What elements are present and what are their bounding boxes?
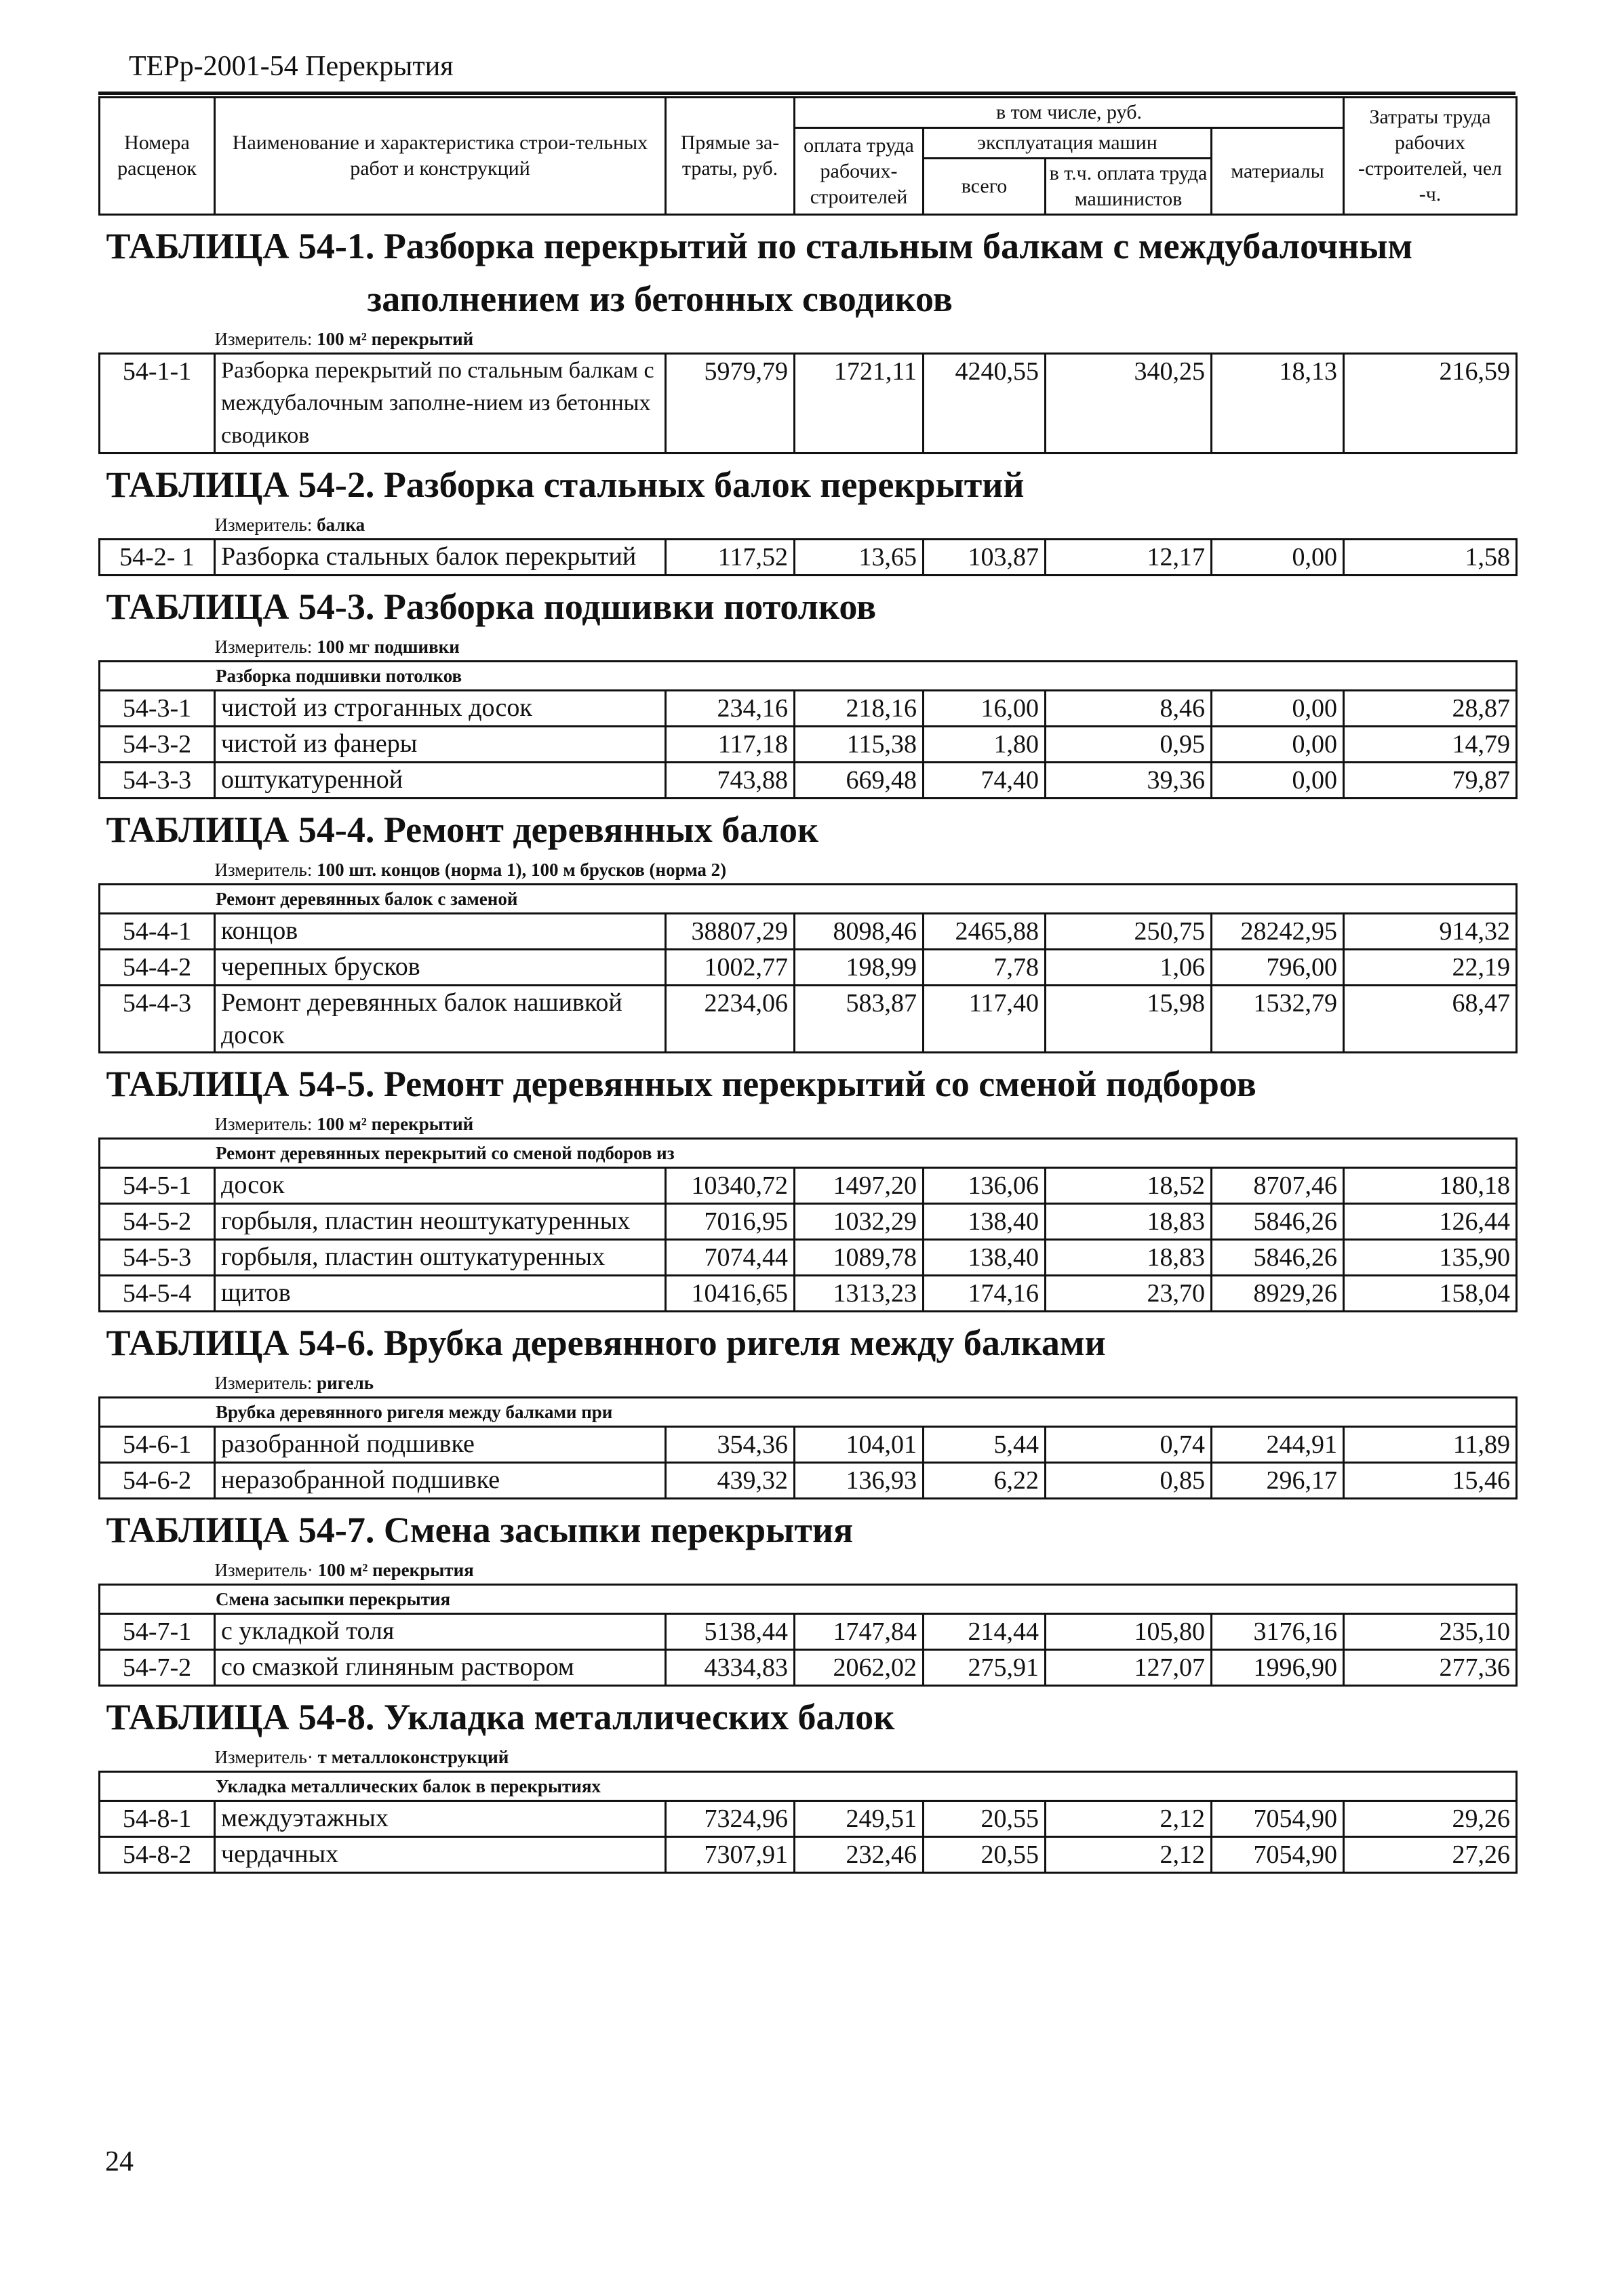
direct-cost: 7016,95 bbox=[666, 1204, 795, 1240]
measure-line bbox=[100, 325, 1517, 353]
rate-code: 54-3-2 bbox=[100, 727, 215, 763]
direct-cost: 10416,65 bbox=[666, 1276, 795, 1312]
labor-hours: 15,46 bbox=[1344, 1463, 1517, 1499]
work-name: Разборка стальных балок перекрытий bbox=[215, 540, 666, 576]
subheader-row bbox=[100, 1772, 1517, 1801]
machine-cost: 138,40 bbox=[924, 1240, 1046, 1276]
col-including: в том числе, руб. bbox=[795, 98, 1344, 128]
rate-code: 54-8-1 bbox=[100, 1801, 215, 1837]
labor-hours: 28,87 bbox=[1344, 691, 1517, 727]
rate-code: 54-3-3 bbox=[100, 763, 215, 799]
col-machines-labor: в т.ч. оплата труда машинистов bbox=[1046, 159, 1212, 215]
machine-cost: 1,80 bbox=[924, 727, 1046, 763]
measure-line bbox=[100, 1556, 1517, 1584]
measure-unit: 100 м² перекрытий bbox=[317, 1114, 474, 1134]
table-caption bbox=[100, 215, 1517, 354]
machine-cost: 6,22 bbox=[924, 1463, 1046, 1499]
table-title: ТАБЛИЦА 54-7. Смена засыпки перекрытия bbox=[106, 1510, 854, 1550]
col-materials: материалы bbox=[1212, 128, 1344, 215]
materials-cost: 796,00 bbox=[1212, 950, 1344, 986]
measure-line bbox=[100, 1110, 1517, 1137]
col-machines-total: всего bbox=[924, 159, 1046, 215]
table-row bbox=[100, 1168, 1517, 1204]
measure-unit: 100 м² перекрытий bbox=[317, 329, 474, 349]
column-header-row bbox=[100, 98, 1517, 128]
measure-line bbox=[100, 856, 1517, 883]
measure-label: Измеритель: bbox=[214, 515, 313, 535]
table-title-continued: заполнением из бетонных сводиков bbox=[367, 279, 953, 319]
direct-cost: 743,88 bbox=[666, 763, 795, 799]
machine-cost: 275,91 bbox=[924, 1650, 1046, 1686]
labor-cost: 1313,23 bbox=[795, 1276, 924, 1312]
machine-cost: 214,44 bbox=[924, 1614, 1046, 1650]
labor-cost: 1721,11 bbox=[795, 354, 924, 454]
materials-cost: 5846,26 bbox=[1212, 1204, 1344, 1240]
materials-cost: 0,00 bbox=[1212, 540, 1344, 576]
work-name: досок bbox=[215, 1168, 666, 1204]
work-name: оштукатуренной bbox=[215, 763, 666, 799]
subheader: Разборка подшивки потолков bbox=[100, 662, 1517, 691]
materials-cost: 244,91 bbox=[1212, 1427, 1344, 1463]
direct-cost: 5979,79 bbox=[666, 354, 795, 454]
work-name: концов bbox=[215, 914, 666, 950]
labor-cost: 115,38 bbox=[795, 727, 924, 763]
header-rule bbox=[98, 92, 1515, 95]
labor-hours: 14,79 bbox=[1344, 727, 1517, 763]
direct-cost: 439,32 bbox=[666, 1463, 795, 1499]
measure-label: Измеритель· bbox=[214, 1560, 313, 1580]
work-name: черепных брусков bbox=[215, 950, 666, 986]
machine-cost: 4240,55 bbox=[924, 354, 1046, 454]
col-labor: оплата труда рабочих-строителей bbox=[795, 128, 924, 215]
work-name: Ремонт деревянных балок нашивкой досок bbox=[215, 986, 666, 1053]
labor-hours: 235,10 bbox=[1344, 1614, 1517, 1650]
labor-hours: 135,90 bbox=[1344, 1240, 1517, 1276]
rate-code: 54-4-2 bbox=[100, 950, 215, 986]
direct-cost: 7307,91 bbox=[666, 1837, 795, 1873]
table-row bbox=[100, 540, 1517, 576]
col-direct: Прямые за-траты, руб. bbox=[666, 98, 795, 215]
labor-cost: 232,46 bbox=[795, 1837, 924, 1873]
labor-hours: 79,87 bbox=[1344, 763, 1517, 799]
direct-cost: 234,16 bbox=[666, 691, 795, 727]
table-row bbox=[100, 1650, 1517, 1686]
direct-cost: 7074,44 bbox=[666, 1240, 795, 1276]
subheader: Укладка металлических балок в перекрытиях bbox=[100, 1772, 1517, 1801]
col-code: Номера расценок bbox=[100, 98, 215, 215]
work-name: чистой из строганных досок bbox=[215, 691, 666, 727]
table-title: ТАБЛИЦА 54-8. Укладка металлических балок bbox=[106, 1697, 895, 1737]
machinist-labor-cost: 12,17 bbox=[1046, 540, 1212, 576]
work-name: неразобранной подшивке bbox=[215, 1463, 666, 1499]
measure-unit: 100 мг подшивки bbox=[317, 637, 460, 657]
machinist-labor-cost: 340,25 bbox=[1046, 354, 1212, 454]
rates-table bbox=[98, 96, 1518, 1874]
labor-cost: 8098,46 bbox=[795, 914, 924, 950]
direct-cost: 354,36 bbox=[666, 1427, 795, 1463]
subheader-row bbox=[100, 1585, 1517, 1614]
measure-line bbox=[100, 1369, 1517, 1396]
measure-label: Измеритель· bbox=[214, 1747, 313, 1767]
measure-unit: т металлоконструкций bbox=[317, 1747, 509, 1767]
table-caption bbox=[100, 454, 1517, 540]
machine-cost: 103,87 bbox=[924, 540, 1046, 576]
labor-hours: 158,04 bbox=[1344, 1276, 1517, 1312]
col-machines: эксплуатация машин bbox=[924, 128, 1212, 159]
labor-hours: 180,18 bbox=[1344, 1168, 1517, 1204]
rate-code: 54-4-1 bbox=[100, 914, 215, 950]
labor-cost: 198,99 bbox=[795, 950, 924, 986]
table-title: ТАБЛИЦА 54-5. Ремонт деревянных перекрытий со сменой подборов bbox=[106, 1064, 1256, 1104]
machinist-labor-cost: 0,95 bbox=[1046, 727, 1212, 763]
table-row bbox=[100, 691, 1517, 727]
materials-cost: 1532,79 bbox=[1212, 986, 1344, 1053]
materials-cost: 1996,90 bbox=[1212, 1650, 1344, 1686]
rate-code: 54-6-2 bbox=[100, 1463, 215, 1499]
machine-cost: 2465,88 bbox=[924, 914, 1046, 950]
materials-cost: 8929,26 bbox=[1212, 1276, 1344, 1312]
machinist-labor-cost: 0,85 bbox=[1046, 1463, 1212, 1499]
table-caption bbox=[100, 1053, 1517, 1139]
table-caption bbox=[100, 1686, 1517, 1772]
labor-hours: 126,44 bbox=[1344, 1204, 1517, 1240]
rate-code: 54-8-2 bbox=[100, 1837, 215, 1873]
rate-code: 54-5-4 bbox=[100, 1276, 215, 1312]
labor-hours: 914,32 bbox=[1344, 914, 1517, 950]
machinist-labor-cost: 8,46 bbox=[1046, 691, 1212, 727]
machine-cost: 20,55 bbox=[924, 1801, 1046, 1837]
table-row bbox=[100, 354, 1517, 454]
labor-cost: 583,87 bbox=[795, 986, 924, 1053]
table-row bbox=[100, 1204, 1517, 1240]
table-caption bbox=[100, 576, 1517, 662]
labor-cost: 1497,20 bbox=[795, 1168, 924, 1204]
direct-cost: 2234,06 bbox=[666, 986, 795, 1053]
rate-code: 54-7-2 bbox=[100, 1650, 215, 1686]
materials-cost: 7054,90 bbox=[1212, 1837, 1344, 1873]
direct-cost: 4334,83 bbox=[666, 1650, 795, 1686]
measure-unit: балка bbox=[317, 515, 365, 535]
work-name: чистой из фанеры bbox=[215, 727, 666, 763]
labor-cost: 218,16 bbox=[795, 691, 924, 727]
work-name: с укладкой толя bbox=[215, 1614, 666, 1650]
measure-label: Измеритель: bbox=[214, 1114, 313, 1134]
rate-code: 54-6-1 bbox=[100, 1427, 215, 1463]
subheader-row bbox=[100, 885, 1517, 914]
machinist-labor-cost: 39,36 bbox=[1046, 763, 1212, 799]
subheader-row bbox=[100, 1139, 1517, 1168]
materials-cost: 28242,95 bbox=[1212, 914, 1344, 950]
measure-line bbox=[100, 511, 1517, 538]
rate-code: 54-1-1 bbox=[100, 354, 215, 454]
direct-cost: 1002,77 bbox=[666, 950, 795, 986]
machinist-labor-cost: 127,07 bbox=[1046, 1650, 1212, 1686]
machine-cost: 74,40 bbox=[924, 763, 1046, 799]
measure-unit: ригель bbox=[317, 1373, 374, 1393]
labor-cost: 1747,84 bbox=[795, 1614, 924, 1650]
table-caption bbox=[100, 1499, 1517, 1585]
machinist-labor-cost: 250,75 bbox=[1046, 914, 1212, 950]
labor-cost: 669,48 bbox=[795, 763, 924, 799]
table-title: ТАБЛИЦА 54-6. Врубка деревянного ригеля между балками bbox=[106, 1323, 1106, 1363]
machinist-labor-cost: 105,80 bbox=[1046, 1614, 1212, 1650]
work-name: горбыля, пластин неоштукатуренных bbox=[215, 1204, 666, 1240]
measure-label: Измеритель: bbox=[214, 1373, 313, 1393]
labor-hours: 216,59 bbox=[1344, 354, 1517, 454]
table-title: ТАБЛИЦА 54-2. Разборка стальных балок перекрытий bbox=[106, 464, 1025, 505]
table-title: ТАБЛИЦА 54-1. Разборка перекрытий по стальным балкам с междубалочным bbox=[106, 226, 1413, 266]
table-title: ТАБЛИЦА 54-4. Ремонт деревянных балок bbox=[106, 809, 819, 850]
table-row bbox=[100, 914, 1517, 950]
labor-hours: 22,19 bbox=[1344, 950, 1517, 986]
document-title: ТЕРр-2001-54 Перекрытия bbox=[129, 51, 454, 82]
materials-cost: 0,00 bbox=[1212, 727, 1344, 763]
machinist-labor-cost: 2,12 bbox=[1046, 1837, 1212, 1873]
table-caption bbox=[100, 1312, 1517, 1398]
rate-code: 54-5-3 bbox=[100, 1240, 215, 1276]
table-caption-row bbox=[100, 215, 1517, 354]
table-title: ТАБЛИЦА 54-3. Разборка подшивки потолков bbox=[106, 586, 877, 627]
table-row bbox=[100, 950, 1517, 986]
table-row bbox=[100, 986, 1517, 1053]
machinist-labor-cost: 18,83 bbox=[1046, 1204, 1212, 1240]
direct-cost: 38807,29 bbox=[666, 914, 795, 950]
measure-unit: 100 шт. концов (норма 1), 100 м брусков (норма 2) bbox=[317, 860, 727, 880]
table-row bbox=[100, 1463, 1517, 1499]
col-name: Наименование и характеристика строи-тельных работ и конструкций bbox=[215, 98, 666, 215]
rate-code: 54-5-1 bbox=[100, 1168, 215, 1204]
materials-cost: 18,13 bbox=[1212, 354, 1344, 454]
labor-cost: 104,01 bbox=[795, 1427, 924, 1463]
labor-hours: 11,89 bbox=[1344, 1427, 1517, 1463]
machine-cost: 7,78 bbox=[924, 950, 1046, 986]
table-caption-row bbox=[100, 576, 1517, 662]
table-caption-row bbox=[100, 1499, 1517, 1585]
machinist-labor-cost: 18,83 bbox=[1046, 1240, 1212, 1276]
direct-cost: 10340,72 bbox=[666, 1168, 795, 1204]
machine-cost: 138,40 bbox=[924, 1204, 1046, 1240]
rate-code: 54-4-3 bbox=[100, 986, 215, 1053]
machinist-labor-cost: 23,70 bbox=[1046, 1276, 1212, 1312]
measure-label: Измеритель: bbox=[214, 637, 313, 657]
rate-code: 54-5-2 bbox=[100, 1204, 215, 1240]
work-name: чердачных bbox=[215, 1837, 666, 1873]
machine-cost: 136,06 bbox=[924, 1168, 1046, 1204]
table-row bbox=[100, 1614, 1517, 1650]
page-number: 24 bbox=[105, 2146, 134, 2177]
work-name: щитов bbox=[215, 1276, 666, 1312]
materials-cost: 7054,90 bbox=[1212, 1801, 1344, 1837]
table-caption-row bbox=[100, 799, 1517, 885]
measure-label: Измеритель: bbox=[214, 329, 313, 349]
materials-cost: 0,00 bbox=[1212, 763, 1344, 799]
measure-line bbox=[100, 1744, 1517, 1771]
labor-hours: 29,26 bbox=[1344, 1801, 1517, 1837]
table-caption-row bbox=[100, 454, 1517, 540]
table-caption-row bbox=[100, 1312, 1517, 1398]
labor-hours: 277,36 bbox=[1344, 1650, 1517, 1686]
table-caption-row bbox=[100, 1686, 1517, 1772]
machine-cost: 174,16 bbox=[924, 1276, 1046, 1312]
work-name: горбыля, пластин оштукатуренных bbox=[215, 1240, 666, 1276]
table-row bbox=[100, 1427, 1517, 1463]
direct-cost: 117,18 bbox=[666, 727, 795, 763]
machine-cost: 5,44 bbox=[924, 1427, 1046, 1463]
materials-cost: 0,00 bbox=[1212, 691, 1344, 727]
materials-cost: 296,17 bbox=[1212, 1463, 1344, 1499]
direct-cost: 117,52 bbox=[666, 540, 795, 576]
labor-hours: 27,26 bbox=[1344, 1837, 1517, 1873]
subheader: Смена засыпки перекрытия bbox=[100, 1585, 1517, 1614]
subheader-row bbox=[100, 662, 1517, 691]
subheader: Ремонт деревянных перекрытий со сменой подборов из bbox=[100, 1139, 1517, 1168]
labor-cost: 1089,78 bbox=[795, 1240, 924, 1276]
labor-cost: 13,65 bbox=[795, 540, 924, 576]
measure-unit: 100 м² перекрытия bbox=[317, 1560, 474, 1580]
machinist-labor-cost: 1,06 bbox=[1046, 950, 1212, 986]
table-row bbox=[100, 727, 1517, 763]
labor-hours: 68,47 bbox=[1344, 986, 1517, 1053]
machinist-labor-cost: 2,12 bbox=[1046, 1801, 1212, 1837]
materials-cost: 8707,46 bbox=[1212, 1168, 1344, 1204]
table-row bbox=[100, 1837, 1517, 1873]
work-name: со смазкой глиняным раствором bbox=[215, 1650, 666, 1686]
labor-cost: 2062,02 bbox=[795, 1650, 924, 1686]
subheader: Врубка деревянного ригеля между балками при bbox=[100, 1398, 1517, 1427]
rate-code: 54-2- 1 bbox=[100, 540, 215, 576]
measure-label: Измеритель: bbox=[214, 860, 313, 880]
subheader: Ремонт деревянных балок с заменой bbox=[100, 885, 1517, 914]
table-row bbox=[100, 1240, 1517, 1276]
table-row bbox=[100, 1801, 1517, 1837]
machine-cost: 20,55 bbox=[924, 1837, 1046, 1873]
direct-cost: 7324,96 bbox=[666, 1801, 795, 1837]
machinist-labor-cost: 15,98 bbox=[1046, 986, 1212, 1053]
work-name: междуэтажных bbox=[215, 1801, 666, 1837]
table-caption bbox=[100, 799, 1517, 885]
col-workhours: Затраты труда рабочих -строителей, чел -ч. bbox=[1344, 98, 1517, 215]
subheader-row bbox=[100, 1398, 1517, 1427]
materials-cost: 3176,16 bbox=[1212, 1614, 1344, 1650]
work-name: разобранной подшивке bbox=[215, 1427, 666, 1463]
table-row bbox=[100, 1276, 1517, 1312]
rate-code: 54-7-1 bbox=[100, 1614, 215, 1650]
labor-cost: 136,93 bbox=[795, 1463, 924, 1499]
table-row bbox=[100, 763, 1517, 799]
work-name: Разборка перекрытий по стальным балкам с междубалочным заполне-нием из бетонных сводиков bbox=[215, 354, 666, 454]
labor-hours: 1,58 bbox=[1344, 540, 1517, 576]
direct-cost: 5138,44 bbox=[666, 1614, 795, 1650]
labor-cost: 1032,29 bbox=[795, 1204, 924, 1240]
table-caption-row bbox=[100, 1053, 1517, 1139]
machine-cost: 16,00 bbox=[924, 691, 1046, 727]
measure-line bbox=[100, 633, 1517, 660]
machinist-labor-cost: 0,74 bbox=[1046, 1427, 1212, 1463]
rate-code: 54-3-1 bbox=[100, 691, 215, 727]
machinist-labor-cost: 18,52 bbox=[1046, 1168, 1212, 1204]
materials-cost: 5846,26 bbox=[1212, 1240, 1344, 1276]
machine-cost: 117,40 bbox=[924, 986, 1046, 1053]
labor-cost: 249,51 bbox=[795, 1801, 924, 1837]
